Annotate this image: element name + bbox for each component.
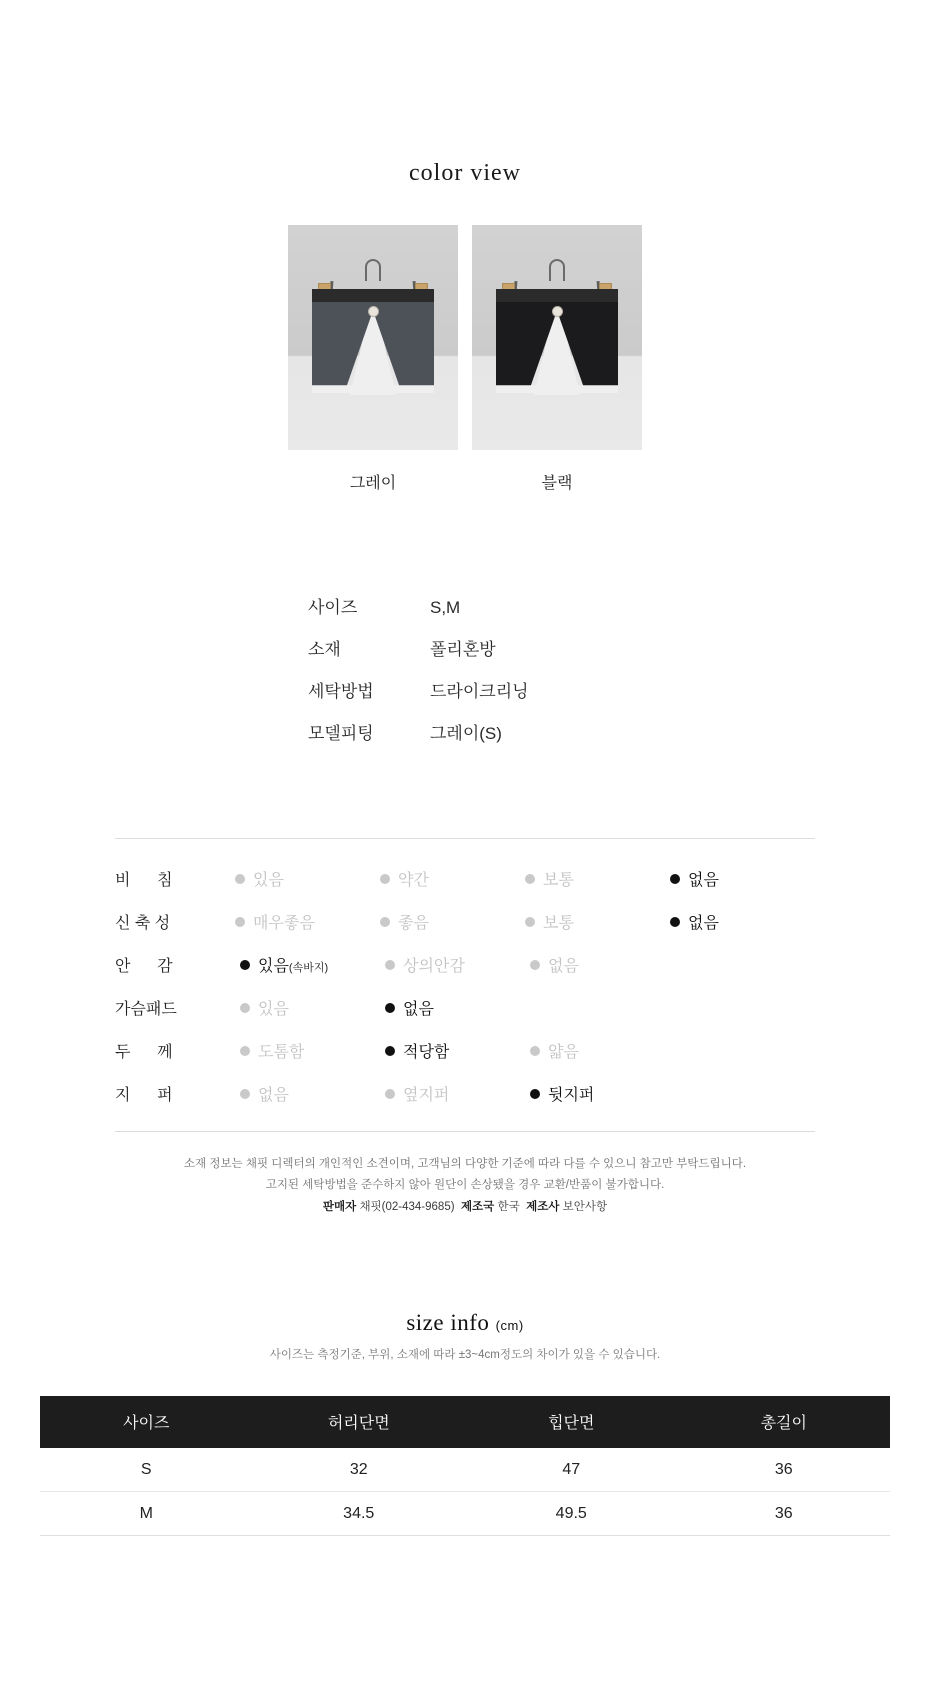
origin-value: 한국 (497, 1200, 520, 1213)
note-line-2: 고지된 세탁방법을 준수하지 않아 원단이 손상됐을 경우 교환/반품이 불가합니다. (265, 1179, 665, 1192)
attr-option-label: 뒷지퍼 (548, 1087, 595, 1104)
attr-option[interactable] (235, 867, 380, 890)
attr-option-selected[interactable] (385, 996, 530, 1019)
attr-option[interactable] (385, 1082, 530, 1105)
size-table (40, 1396, 890, 1537)
attr-option-label: 없음 (688, 872, 719, 889)
attr-option-label: 보통 (543, 872, 574, 889)
radio-dot-icon (385, 1046, 395, 1056)
radio-dot-icon (385, 1003, 395, 1013)
attr-option-label: 있음 (253, 872, 284, 889)
size-info-unit: (cm) (495, 1317, 524, 1333)
attr-option-label: 얇음 (548, 1044, 579, 1061)
spec-key: 소재 (308, 640, 341, 659)
attr-option-selected[interactable] (240, 953, 385, 976)
radio-dot-icon (530, 1046, 540, 1056)
attr-option[interactable] (530, 1039, 675, 1062)
attr-option-label: 옆지퍼 (403, 1087, 450, 1104)
size-info-note: 사이즈는 측정기준, 부위, 소재에 따라 ±3~4cm정도의 차이가 있을 수 있습니다. (269, 1348, 661, 1361)
product-spec-list (0, 593, 930, 744)
material-notes (0, 1154, 930, 1218)
spec-row (308, 593, 930, 618)
radio-dot-icon (235, 917, 245, 927)
radio-dot-icon (240, 1046, 250, 1056)
size-cell: S (40, 1448, 253, 1492)
spec-value: 그레이(S) (430, 724, 502, 743)
attr-label: 두 께 (115, 1044, 173, 1061)
attr-option[interactable] (380, 867, 525, 890)
radio-dot-icon (380, 874, 390, 884)
spec-value: S,M (430, 598, 461, 617)
skirt-button-icon (368, 306, 379, 317)
size-table-header-row (40, 1396, 890, 1448)
radio-dot-icon (235, 874, 245, 884)
maker-value: 보안사항 (562, 1200, 608, 1213)
size-table-header-cell: 사이즈 (40, 1396, 253, 1448)
radio-dot-icon (385, 960, 395, 970)
size-cell: 49.5 (465, 1492, 678, 1536)
radio-dot-icon (670, 917, 680, 927)
radio-dot-icon (240, 1089, 250, 1099)
attr-option-label: 있음 (258, 958, 289, 975)
color-swatch-row (0, 225, 930, 493)
size-cell: M (40, 1492, 253, 1536)
radio-dot-icon (530, 960, 540, 970)
radio-dot-icon (240, 1003, 250, 1013)
table-row (40, 1448, 890, 1492)
attr-option-label: 상의안감 (403, 958, 465, 975)
radio-dot-icon (525, 917, 535, 927)
attr-row-zipper (115, 1072, 815, 1115)
spec-key: 세탁방법 (308, 682, 374, 701)
attr-row-lining (115, 943, 815, 986)
attr-label: 지 퍼 (115, 1087, 173, 1104)
color-swatch-label: 블랙 (541, 475, 573, 492)
attr-option-label: 약간 (398, 872, 429, 889)
attr-row-thickness (115, 1029, 815, 1072)
skirt-illustration-grey (312, 289, 434, 399)
size-cell: 34.5 (253, 1492, 466, 1536)
color-swatch-grey[interactable] (288, 225, 458, 493)
skirt-illustration-black (496, 289, 618, 399)
attr-option-label: 도톰함 (258, 1044, 305, 1061)
size-cell: 36 (678, 1492, 891, 1536)
attr-row-chest-pad (115, 986, 815, 1029)
spec-value: 폴리혼방 (430, 640, 496, 659)
attr-option[interactable] (240, 1039, 385, 1062)
attr-row-see-through (115, 857, 815, 900)
attr-row-elasticity (115, 900, 815, 943)
attr-option-label: 좋음 (398, 915, 429, 932)
attr-label: 가슴패드 (115, 1001, 177, 1018)
attr-label: 안 감 (115, 958, 173, 975)
material-attribute-table (115, 838, 815, 1132)
size-table-header-cell: 총길이 (678, 1396, 891, 1448)
radio-dot-icon (380, 917, 390, 927)
product-photo-grey[interactable] (288, 225, 458, 450)
note-line-1: 소재 정보는 채핏 디렉터의 개인적인 소견이며, 고객님의 다양한 기준에 따라 다를 수 있으니 참고만 부탁드립니다. (183, 1158, 747, 1170)
spec-value: 드라이크리닝 (430, 682, 529, 701)
color-swatch-black[interactable] (472, 225, 642, 493)
hanger-hook-icon (365, 259, 381, 281)
attr-option-label: 보통 (543, 915, 574, 932)
size-info-title (0, 1310, 930, 1336)
maker-label: 제조사 (526, 1200, 560, 1213)
size-cell: 32 (253, 1448, 466, 1492)
attr-option-label: 없음 (258, 1087, 289, 1104)
table-row (40, 1492, 890, 1536)
radio-dot-icon (240, 960, 250, 970)
attr-option-selected[interactable] (670, 910, 815, 933)
attr-option-selected[interactable] (530, 1082, 675, 1105)
size-table-header-cell: 힙단면 (465, 1396, 678, 1448)
attr-option-label: 없음 (403, 1001, 434, 1018)
seller-value: 채핏(02-434-9685) (359, 1200, 455, 1213)
attr-option[interactable] (525, 867, 670, 890)
attr-option[interactable] (530, 953, 675, 976)
attr-option-label: 매우좋음 (253, 915, 315, 932)
product-photo-black[interactable] (472, 225, 642, 450)
seller-label: 판매자 (322, 1200, 357, 1213)
spec-key: 사이즈 (308, 598, 358, 617)
attr-option-sublabel: (속바지) (288, 962, 329, 974)
attr-option[interactable] (240, 1082, 385, 1105)
size-table-header-cell: 허리단면 (253, 1396, 466, 1448)
size-cell: 36 (678, 1448, 891, 1492)
attr-option[interactable] (525, 910, 670, 933)
spec-key: 모델피팅 (308, 724, 374, 743)
color-view-title: color view (409, 160, 521, 186)
attr-option-label: 없음 (548, 958, 579, 975)
attr-label: 비 침 (115, 872, 173, 889)
radio-dot-icon (385, 1089, 395, 1099)
attr-option-label: 있음 (258, 1001, 289, 1018)
color-swatch-label: 그레이 (349, 475, 397, 492)
size-cell: 47 (465, 1448, 678, 1492)
skirt-button-icon (552, 306, 563, 317)
spec-row (308, 719, 930, 744)
attr-option-label: 적당함 (403, 1044, 450, 1061)
hanger-hook-icon (549, 259, 565, 281)
attr-option[interactable] (380, 910, 525, 933)
origin-label: 제조국 (460, 1200, 495, 1213)
seller-info-line (0, 1197, 930, 1218)
attr-option[interactable] (385, 953, 530, 976)
attr-option-label: 없음 (688, 915, 719, 932)
attr-option-selected[interactable] (670, 867, 815, 890)
attr-option-selected[interactable] (385, 1039, 530, 1062)
spec-row (308, 635, 930, 660)
spec-row (308, 677, 930, 702)
radio-dot-icon (670, 874, 680, 884)
radio-dot-icon (530, 1089, 540, 1099)
size-info-title-text: size info (406, 1309, 490, 1335)
attr-label: 신 축 성 (115, 915, 171, 932)
attr-option[interactable] (235, 910, 380, 933)
radio-dot-icon (525, 874, 535, 884)
attr-option[interactable] (240, 996, 385, 1019)
